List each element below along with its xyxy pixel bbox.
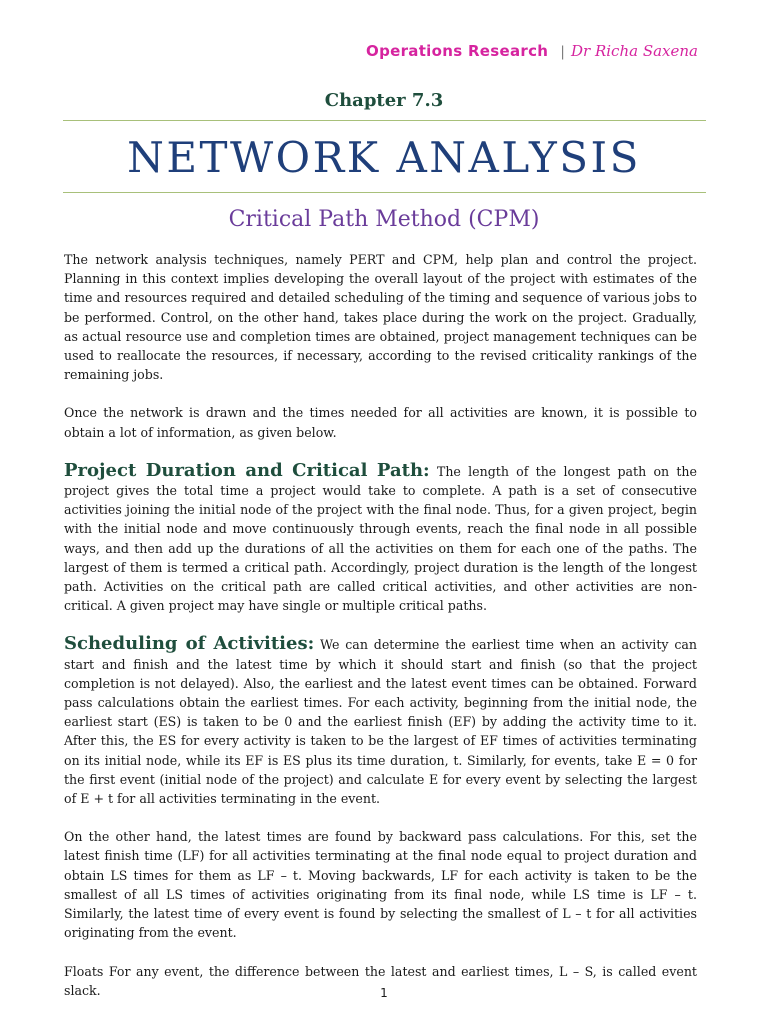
paragraph-project-duration — [64, 461, 697, 616]
running-header — [366, 41, 698, 62]
paragraph-scheduling — [64, 634, 697, 808]
paragraph-intro: The network analysis techniques, namely PERT and CPM, help plan and control the project. Planning in this context implies developing the overall layout of the project with estimates of the time and resources required and detailed scheduling of the timing and sequence of various jobs to be performed. Control, on the other hand, takes place during the work on the project. Gradually, as actual resource use and completion times are obtained, project management techniques can be used to reallocate the resources, if necessary, according to the revised criticality rankings of the remaining jobs. — [64, 252, 697, 383]
heading-scheduling: Scheduling of Activities: — [64, 633, 315, 655]
header-subject: Operations Research — [366, 42, 549, 60]
paragraph-network: Once the network is drawn and the times needed for all activities are known, it is possible to obtain a lot of information, as given below. — [64, 405, 697, 440]
chapter-label: Chapter 7.3 — [324, 90, 444, 111]
page-number: 1 — [380, 986, 388, 1000]
section-subtitle: Critical Path Method (CPM) — [228, 207, 540, 232]
heading-project-duration: Project Duration and Critical Path: — [64, 459, 430, 481]
body-text — [64, 250, 697, 1019]
paragraph-floats: Floats For any event, the difference between the latest and earliest times, L – S, is called event slack. — [64, 963, 697, 998]
divider-bottom — [63, 192, 706, 193]
text-project-duration: The length of the longest path on the project gives the total time a project would take to complete. A path is a set of consecutive activities joining the initial node of the project with the final node. Thus, for a given project, begin with the initial node and move continuously through events, reach the final node in all possible ways, and then add up the durations of all the activities on them for each one of the paths. The largest of them is termed a critical path. Accordingly, project duration is the length of the longest path. Activities on the critical path are called critical activities, and other activities are non-critical. A given project may have single or multiple critical paths. — [64, 463, 697, 614]
divider-top — [63, 120, 706, 121]
paragraph-backward-pass: On the other hand, the latest times are found by backward pass calculations. For this, set the latest finish time (LF) for all activities terminating at the final node equal to project duration and obtain LS times for them as LF – t. Moving backwards, LF for each activity is taken to be the smallest of all LS times of activities originating from its final node, while LS time is LF – t. Similarly, the latest time of every event is found by selecting the smallest of L – t for all activities originating from the event. — [64, 829, 697, 941]
header-author: Dr Richa Saxena — [571, 42, 698, 60]
text-scheduling: We can determine the earliest time when an activity can start and finish and the latest time by which it should start and finish (so that the project completion is not delayed). Also, the earliest and the latest event times can be obtained. Forward pass calculations obtain the earliest times. For each activity, beginning from the initial node, the earliest start (ES) is taken to be 0 and the earliest finish (EF) by adding the activity time to it. After this, the ES for every activity is taken to be the largest of EF times of activities terminating on its initial node, while its EF is ES plus its time duration, t. Similarly, for events, take E = 0 for the first event (initial node of the project) and calculate E for every event by selecting the largest of E + t for all activities terminating in the event. — [64, 637, 697, 807]
page-title: NETWORK ANALYSIS — [127, 133, 641, 182]
header-separator: | — [560, 44, 565, 60]
